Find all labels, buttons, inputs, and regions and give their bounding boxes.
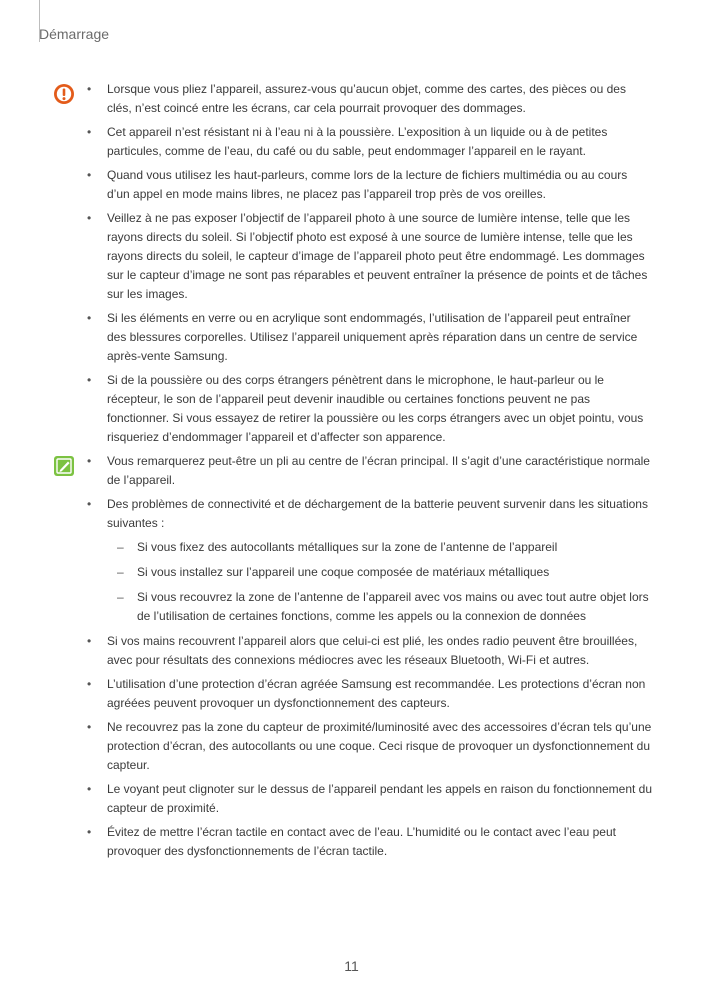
caution-item: • Si de la poussière ou des corps étrangers pénètrent dans le microphone, le haut-parleur ou le récepteur, le son de l’appareil peut devenir inaudible ou certaines fonctions peuvent ne pas fonctionner. Si vous essayez de retirer la poussière ou les corps étrangers avec un objet pointu, vous risqueriez d’endommager l’appareil et d’affecter son apparence. bbox=[0, 371, 703, 447]
note-item: • Le voyant peut clignoter sur le dessus de l’appareil pendant les appels en raison du fonctionnement du capteur de proximité. bbox=[0, 780, 703, 818]
note-item: • Si vos mains recouvrent l’appareil alors que celui-ci est plié, les ondes radio peuvent être brouillées, avec pour résultats des connexions médiocres avec les réseaux Bluetooth, Wi-Fi et autres. bbox=[0, 632, 703, 670]
note-item bbox=[0, 495, 703, 626]
caution-section bbox=[0, 80, 703, 452]
note-item: • Évitez de mettre l’écran tactile en contact avec de l’eau. L’humidité ou le contact avec l’eau peut provoquer des dysfonctionnements de l’écran tactile. bbox=[0, 823, 703, 861]
note-list bbox=[0, 452, 703, 861]
note-section bbox=[0, 452, 703, 866]
page-number: 11 bbox=[344, 958, 359, 974]
note-subitem: – Si vous recouvrez la zone de l’antenne de l’appareil avec vos mains ou avec tout autre objet lors de l’utilisation de certaines fonctions, comme les appels ou la connexion de données bbox=[107, 588, 653, 626]
note-item: • Vous remarquerez peut-être un pli au centre de l’écran principal. Il s’agit d’une caractéristique normale de l’appareil. bbox=[0, 452, 703, 490]
note-item-intro: Des problèmes de connectivité et de déchargement de la batterie peuvent survenir dans les situations suivantes : bbox=[107, 497, 648, 530]
caution-item: • Si les éléments en verre ou en acrylique sont endommagés, l’utilisation de l’appareil peut entraîner des blessures corporelles. Utilisez l’appareil uniquement après réparation dans un centre de service après-vente Samsung. bbox=[0, 309, 703, 366]
note-item: • Ne recouvrez pas la zone du capteur de proximité/luminosité avec des accessoires d’écran tels qu’une protection d’écran, des autocollants ou une coque. Ceci risque de provoquer un dysfonctionnement du capteur. bbox=[0, 718, 703, 775]
caution-list bbox=[0, 80, 703, 447]
note-item: • L’utilisation d’une protection d’écran agréée Samsung est recommandée. Les protections d’écran non agréées peuvent provoquer un dysfonctionnement des capteurs. bbox=[0, 675, 703, 713]
caution-item: • Veillez à ne pas exposer l’objectif de l’appareil photo à une source de lumière intense, telle que les rayons directs du soleil. Si l’objectif photo est exposé à une source de lumière intense, telle que les rayons directs du soleil, le capteur d’image de l’appareil photo peut être endommagé. Les dommages sur le capteur d’image ne sont pas réparables et peuvent entraîner la présence de points et de tâches sur les images. bbox=[0, 209, 703, 304]
caution-item: • Quand vous utilisez les haut-parleurs, comme lors de la lecture de fichiers multimédia ou au cours d’un appel en mode mains libres, ne placez pas l’appareil trop près de vos oreilles. bbox=[0, 166, 703, 204]
note-sublist bbox=[107, 538, 653, 626]
page-header: Démarrage bbox=[39, 26, 110, 42]
note-subitem: – Si vous installez sur l’appareil une coque composée de matériaux métalliques bbox=[107, 563, 653, 582]
note-subitem: – Si vous fixez des autocollants métalliques sur la zone de l’antenne de l’appareil bbox=[107, 538, 653, 557]
caution-item: • Cet appareil n’est résistant ni à l’eau ni à la poussière. L’exposition à un liquide ou à de petites particules, comme de l’eau, du café ou du sable, peut endommager l’appareil en le rayant. bbox=[0, 123, 703, 161]
caution-item: • Lorsque vous pliez l’appareil, assurez-vous qu’aucun objet, comme des cartes, des pièces ou des clés, n’est coincé entre les écrans, car cela pourrait provoquer des dommages. bbox=[0, 80, 703, 118]
